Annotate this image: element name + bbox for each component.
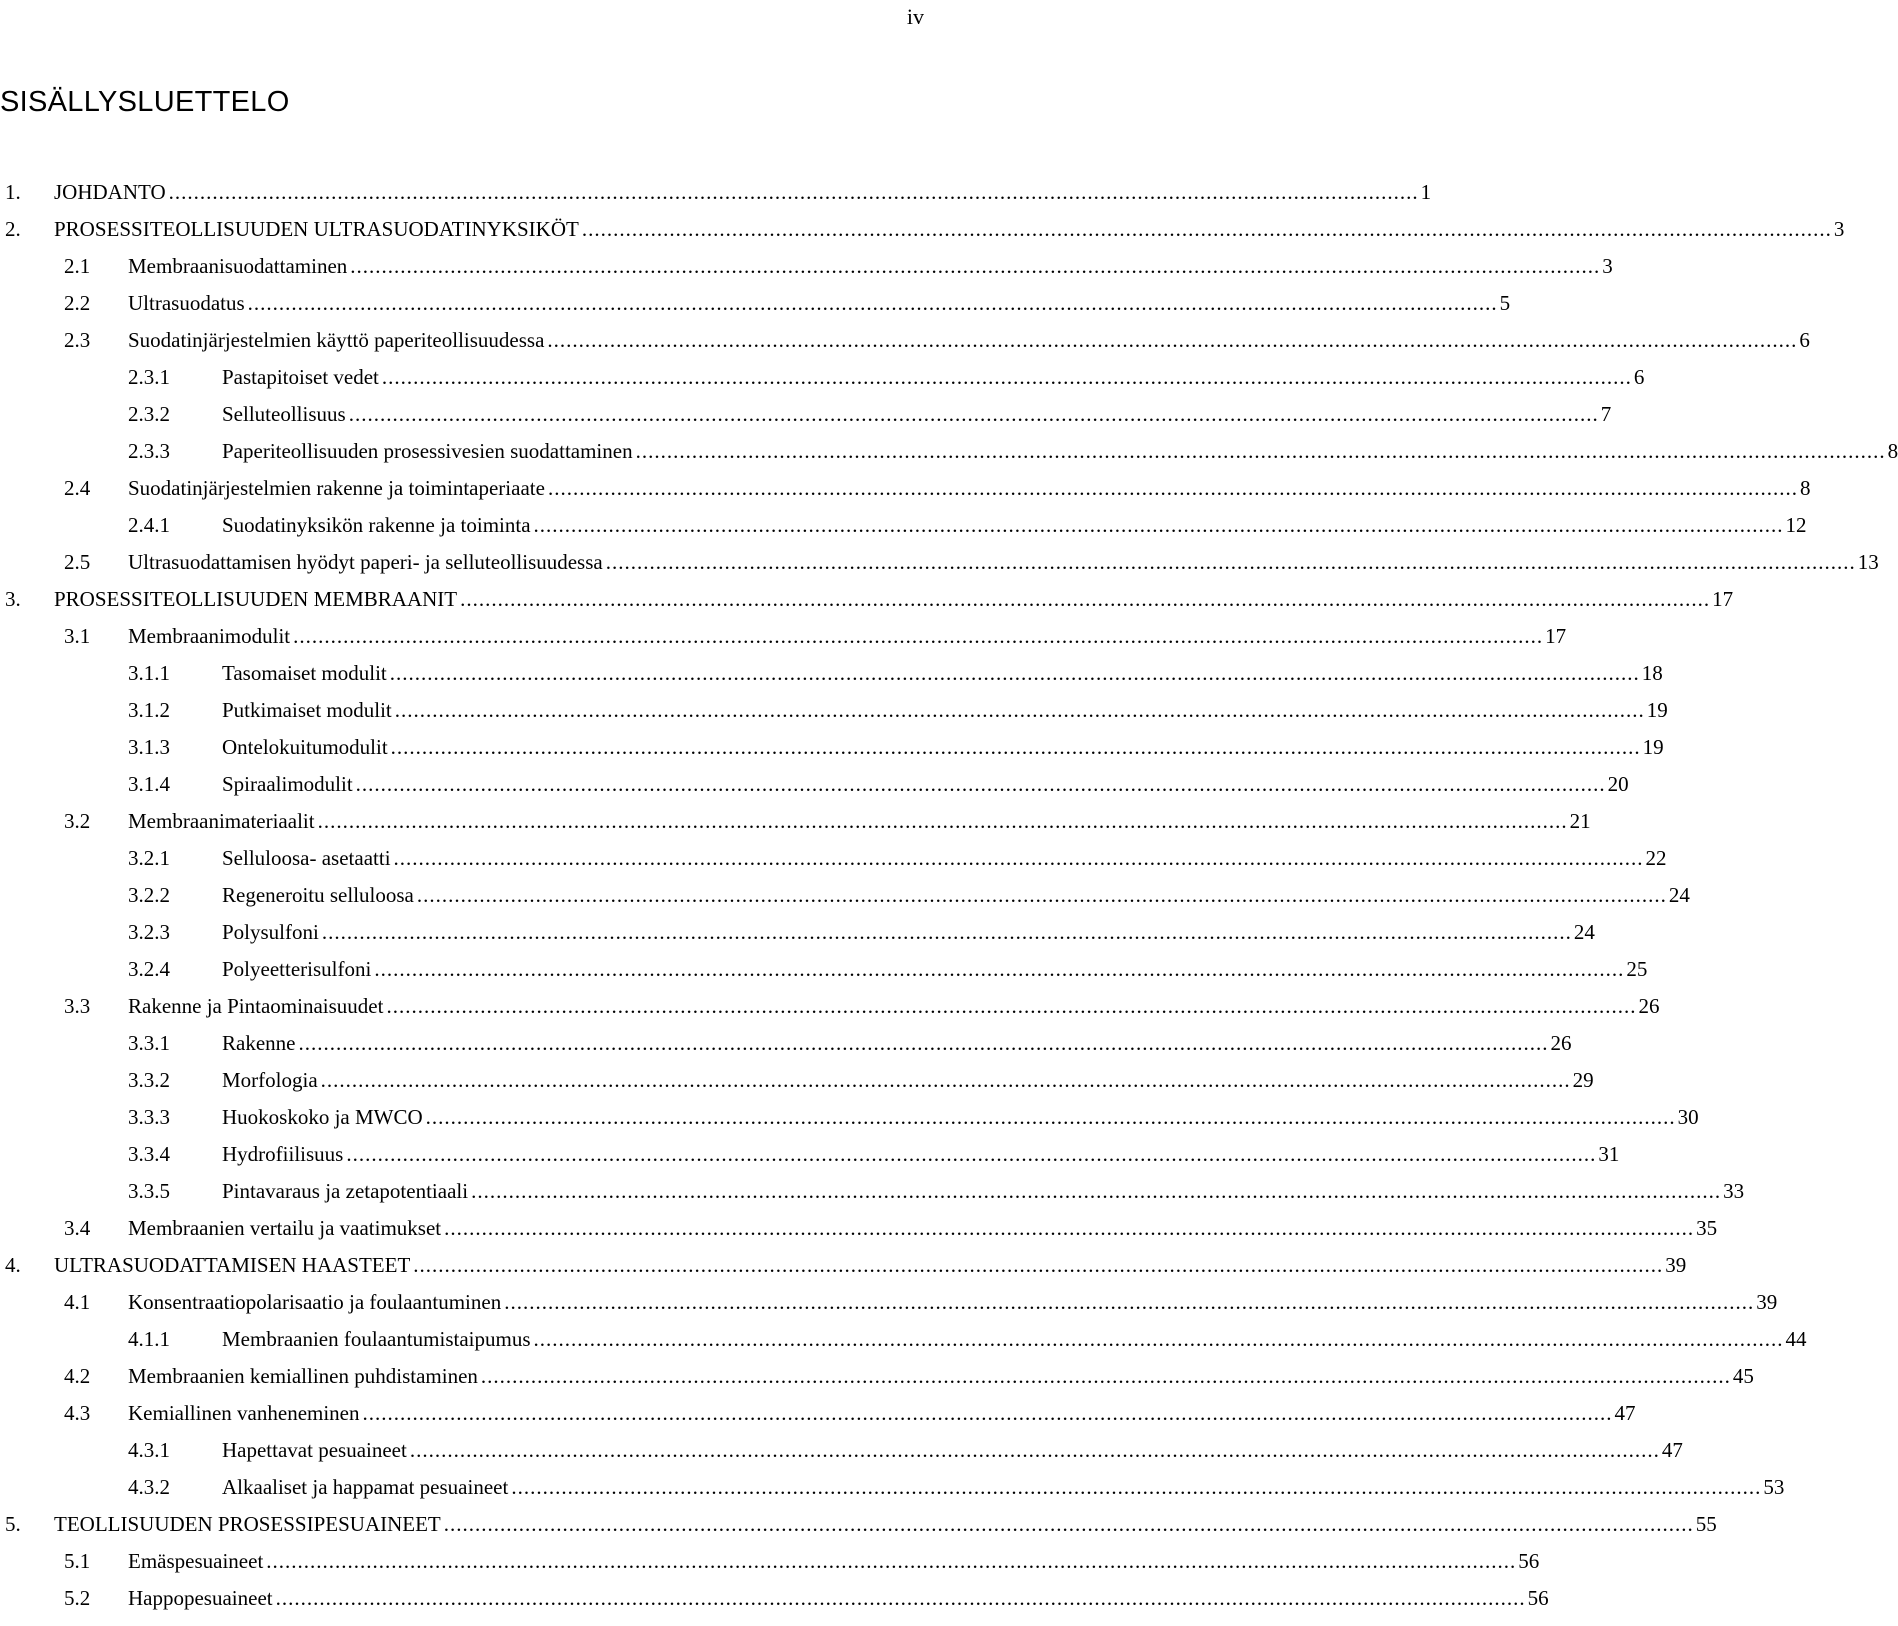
toc-entry-title: TEOLLISUUDEN PROSESSIPESUAINEET (54, 1512, 441, 1536)
toc-entry-title: Morfologia (222, 1068, 318, 1092)
toc-dot-leader: ........................................................................................................................................................................................................ (355, 772, 1606, 796)
toc-entry-line (54, 174, 1432, 211)
toc-entry-page: 21 (1569, 809, 1591, 833)
toc-entry-number: 3.4 (64, 1216, 91, 1240)
toc-entry-line (54, 1247, 1687, 1284)
toc-entry-number: 3.1.4 (128, 772, 170, 796)
toc-entry[interactable] (0, 544, 1879, 581)
toc-entry-title: ULTRASUODATTAMISEN HAASTEET (54, 1253, 411, 1277)
toc-entry-title: Suodatinjärjestelmien käyttö paperiteollisuudessa (128, 328, 545, 352)
toc-entry-line (222, 766, 1629, 803)
toc-dot-leader: ........................................................................................................................................................................................................ (381, 365, 1632, 389)
toc-entry[interactable] (0, 1247, 1687, 1284)
toc-entry-page: 13 (1857, 550, 1879, 574)
toc-entry-number: 5.2 (64, 1586, 91, 1610)
toc-entry-title: Suodatinyksikön rakenne ja toiminta (222, 513, 531, 537)
toc-entry-number: 4.3.2 (128, 1475, 170, 1499)
toc-entry[interactable] (0, 359, 1645, 396)
toc-entry-line (222, 840, 1667, 877)
toc-entry-page: 25 (1626, 957, 1648, 981)
toc-dot-leader: ........................................................................................................................................................................................................ (547, 328, 1798, 352)
toc-entry-page: 17 (1712, 587, 1734, 611)
toc-entry[interactable] (0, 1173, 1745, 1210)
toc-entry-page: 53 (1763, 1475, 1785, 1499)
toc-entry-line (128, 1210, 1718, 1247)
toc-entry-title: Membraanimodulit (128, 624, 291, 648)
toc-entry-number: 3.2.3 (128, 920, 170, 944)
toc-entry[interactable] (0, 766, 1629, 803)
toc-entry-line (54, 1506, 1717, 1543)
toc-entry-line (128, 322, 1810, 359)
toc-entry[interactable] (0, 211, 1845, 248)
toc-entry[interactable] (0, 507, 1807, 544)
toc-entry-title: Ontelokuitumodulit (222, 735, 388, 759)
toc-entry-line (128, 988, 1660, 1025)
toc-entry-title: Ultrasuodatus (128, 291, 245, 315)
toc-entry-page: 39 (1756, 1290, 1778, 1314)
toc-entry-page: 22 (1645, 846, 1667, 870)
toc-entry-line (222, 692, 1668, 729)
toc-entry-number: 3.3.3 (128, 1105, 170, 1129)
toc-entry-line (222, 1173, 1745, 1210)
toc-entry-number: 3.3.4 (128, 1142, 170, 1166)
toc-dot-leader: ........................................................................................................................................................................................................ (547, 476, 1798, 500)
toc-entry-page: 24 (1573, 920, 1595, 944)
toc-entry-title: Hapettavat pesuaineet (222, 1438, 407, 1462)
toc-entry-title: Polysulfoni (222, 920, 319, 944)
toc-entry[interactable] (0, 1506, 1717, 1543)
toc-dot-leader: ........................................................................................................................................................................................................ (321, 920, 1572, 944)
toc-dot-leader: ........................................................................................................................................................................................................ (374, 957, 1625, 981)
toc-dot-leader: ........................................................................................................................................................................................................ (317, 809, 1568, 833)
toc-entry-title: PROSESSITEOLLISUUDEN MEMBRAANIT (54, 587, 458, 611)
toc-entry-number: 3.2.4 (128, 957, 170, 981)
toc-entry[interactable] (0, 1099, 1699, 1136)
toc-entry-title: Spiraalimodulit (222, 772, 353, 796)
toc-entry-title: Membraanien foulaantumistaipumus (222, 1327, 531, 1351)
toc-entry[interactable] (0, 988, 1660, 1025)
toc-entry-title: Ultrasuodattamisen hyödyt paperi- ja selluteollisuudessa (128, 550, 603, 574)
toc-dot-leader: ........................................................................................................................................................................................................ (444, 1216, 1695, 1240)
toc-entry-page: 47 (1614, 1401, 1636, 1425)
toc-dot-leader: ........................................................................................................................................................................................................ (460, 587, 1711, 611)
toc-entry-number: 4.2 (64, 1364, 91, 1388)
toc-entry-line (222, 1099, 1699, 1136)
toc-dot-leader: ........................................................................................................................................................................................................ (266, 1549, 1517, 1573)
toc-entry-title: Paperiteollisuuden prosessivesien suodattaminen (222, 439, 633, 463)
toc-entry-line (222, 1136, 1620, 1173)
toc-dot-leader: ........................................................................................................................................................................................................ (386, 994, 1637, 1018)
toc-entry-page: 8 (1887, 439, 1898, 463)
toc-entry-page: 44 (1785, 1327, 1807, 1351)
toc-dot-leader: ........................................................................................................................................................................................................ (320, 1068, 1571, 1092)
toc-entry-title: Suodatinjärjestelmien rakenne ja toimintaperiaate (128, 476, 545, 500)
toc-entry[interactable] (0, 1469, 1785, 1506)
toc-entry[interactable] (0, 1432, 1683, 1469)
toc-entry[interactable] (0, 1543, 1540, 1580)
toc-entry-title: Membraanisuodattaminen (128, 254, 348, 278)
toc-entry[interactable] (0, 692, 1668, 729)
toc-entry-title: Membraanien vertailu ja vaatimukset (128, 1216, 442, 1240)
toc-entry-page: 47 (1661, 1438, 1683, 1462)
toc-entry-title: Tasomaiset modulit (222, 661, 387, 685)
toc-dot-leader: ........................................................................................................................................................................................................ (394, 698, 1645, 722)
toc-entry[interactable] (0, 1062, 1594, 1099)
toc-entry-line (222, 951, 1648, 988)
toc-dot-leader: ........................................................................................................................................................................................................ (635, 439, 1886, 463)
toc-entry-line (128, 1543, 1540, 1580)
toc-entry-page: 35 (1696, 1216, 1718, 1240)
toc-entry-line (222, 396, 1612, 433)
toc-entry-number: 4.3 (64, 1401, 91, 1425)
toc-entry-line (128, 1395, 1636, 1432)
toc-entry[interactable] (0, 1025, 1572, 1062)
toc-entry[interactable] (0, 655, 1663, 692)
toc-dot-leader: ........................................................................................................................................................................................................ (362, 1401, 1613, 1425)
toc-entry-page: 19 (1646, 698, 1668, 722)
toc-dot-leader: ........................................................................................................................................................................................................ (389, 661, 1640, 685)
toc-entry-title: Pintavaraus ja zetapotentiaali (222, 1179, 469, 1203)
toc-entry-number: 3.1.1 (128, 661, 170, 685)
toc-entry-number: 3.2 (64, 809, 91, 833)
toc-entry[interactable] (0, 729, 1664, 766)
toc-entry-line (222, 1321, 1807, 1358)
toc-entry-number: 3.1 (64, 624, 91, 648)
toc-entry-page: 3 (1602, 254, 1613, 278)
toc-entry-title: Rakenne ja Pintaominaisuudet (128, 994, 384, 1018)
toc-entry-line (128, 1580, 1549, 1617)
toc-entry-line (128, 470, 1811, 507)
toc-entry-number: 2.3 (64, 328, 91, 352)
toc-entry-line (222, 507, 1807, 544)
toc-entry-number: 4.1.1 (128, 1327, 170, 1351)
toc-entry[interactable] (0, 803, 1591, 840)
toc-dot-leader: ........................................................................................................................................................................................................ (346, 1142, 1597, 1166)
toc-entry-line (222, 1469, 1785, 1506)
toc-entry-number: 2.3.1 (128, 365, 170, 389)
toc-entry-title: Alkaaliset ja happamat pesuaineet (222, 1475, 509, 1499)
toc-entry-page: 3 (1833, 217, 1845, 241)
toc-dot-leader: ........................................................................................................................................................................................................ (581, 217, 1832, 241)
toc-entry-line (222, 877, 1690, 914)
toc-entry-page: 5 (1499, 291, 1511, 315)
toc-entry-page: 56 (1518, 1549, 1540, 1573)
toc-dot-leader: ........................................................................................................................................................................................................ (350, 254, 1601, 278)
toc-entry-line (128, 544, 1879, 581)
toc-entry-line (128, 248, 1613, 285)
toc-entry-page: 6 (1799, 328, 1810, 352)
toc-entry-line (222, 359, 1645, 396)
toc-entry[interactable] (0, 248, 1613, 285)
toc-entry-line (128, 285, 1511, 322)
toc-entry[interactable] (0, 433, 1898, 470)
toc-entry-number: 3.3.1 (128, 1031, 170, 1055)
toc-entry-number: 1. (5, 180, 21, 204)
toc-entry[interactable] (0, 470, 1811, 507)
toc-entry[interactable] (0, 1136, 1620, 1173)
toc-entry-page: 17 (1545, 624, 1567, 648)
toc-entry-number: 5. (5, 1512, 21, 1536)
toc-entry-line (128, 618, 1567, 655)
toc-entry-page: 12 (1785, 513, 1807, 537)
toc-dot-leader: ........................................................................................................................................................................................................ (275, 1586, 1526, 1610)
toc-entry-line (128, 1284, 1778, 1321)
toc-dot-leader: ........................................................................................................................................................................................................ (443, 1512, 1694, 1536)
toc-entry-line (222, 914, 1595, 951)
toc-entry[interactable] (0, 618, 1567, 655)
toc-entry-line (128, 803, 1591, 840)
toc-entry-title: Emäspesuaineet (128, 1549, 264, 1573)
toc-entry-title: Selluloosa- asetaatti (222, 846, 391, 870)
toc-entry[interactable] (0, 285, 1511, 322)
toc-entry-page: 31 (1598, 1142, 1620, 1166)
toc-dot-leader: ........................................................................................................................................................................................................ (425, 1105, 1676, 1129)
toc-dot-leader: ........................................................................................................................................................................................................ (605, 550, 1856, 574)
toc-entry-title: Membraanien kemiallinen puhdistaminen (128, 1364, 478, 1388)
toc-entry-number: 3.2.1 (128, 846, 170, 870)
toc-dot-leader: ........................................................................................................................................................................................................ (416, 883, 1667, 907)
toc-entry-number: 4.3.1 (128, 1438, 170, 1462)
toc-entry-number: 3.2.2 (128, 883, 170, 907)
toc-dot-leader: ........................................................................................................................................................................................................ (480, 1364, 1731, 1388)
toc-entry-line (222, 655, 1663, 692)
toc-dot-leader: ........................................................................................................................................................................................................ (298, 1031, 1549, 1055)
toc-entry-number: 3.3.2 (128, 1068, 170, 1092)
toc-entry-title: Rakenne (222, 1031, 296, 1055)
toc-entry[interactable] (0, 1580, 1549, 1617)
toc-dot-leader: ........................................................................................................................................................................................................ (393, 846, 1644, 870)
toc-entry-line (222, 1062, 1594, 1099)
toc-entry-title: Regeneroitu selluloosa (222, 883, 414, 907)
toc-entry[interactable] (0, 1358, 1754, 1395)
toc-entry[interactable] (0, 877, 1690, 914)
toc-entry-line (222, 1025, 1572, 1062)
toc-entry-line (54, 211, 1845, 248)
toc-dot-leader: ........................................................................................................................................................................................................ (390, 735, 1641, 759)
toc-entry-line (54, 581, 1734, 618)
toc-entry-number: 2.2 (64, 291, 91, 315)
toc-entry-title: Pastapitoiset vedet (222, 365, 379, 389)
toc-dot-leader: ........................................................................................................................................................................................................ (413, 1253, 1664, 1277)
toc-entry-number: 2.4 (64, 476, 91, 500)
toc-entry[interactable] (0, 174, 1432, 211)
toc-entry-number: 2.3.2 (128, 402, 170, 426)
toc-dot-leader: ........................................................................................................................................................................................................ (168, 180, 1419, 204)
toc-entry-number: 3.1.3 (128, 735, 170, 759)
toc-entry-page: 26 (1638, 994, 1660, 1018)
toc-entry-page: 30 (1677, 1105, 1699, 1129)
toc-entry[interactable] (0, 1395, 1636, 1432)
toc-entry-number: 2.1 (64, 254, 91, 278)
toc-entry-page: 29 (1572, 1068, 1594, 1092)
toc-entry-page: 39 (1665, 1253, 1687, 1277)
toc-entry[interactable] (0, 322, 1810, 359)
toc-entry-page: 20 (1607, 772, 1629, 796)
toc-dot-leader: ........................................................................................................................................................................................................ (504, 1290, 1755, 1314)
toc-entry-line (222, 729, 1664, 766)
toc-dot-leader: ........................................................................................................................................................................................................ (348, 402, 1599, 426)
toc-entry-number: 5.1 (64, 1549, 91, 1573)
toc-entry-page: 45 (1732, 1364, 1754, 1388)
toc-entry-title: PROSESSITEOLLISUUDEN ULTRASUODATINYKSIKÖT (54, 217, 579, 241)
toc-dot-leader: ........................................................................................................................................................................................................ (247, 291, 1498, 315)
toc-entry-page: 18 (1641, 661, 1663, 685)
toc-entry-number: 2. (5, 217, 21, 241)
toc-entry-title: Happopesuaineet (128, 1586, 273, 1610)
page-number: iv (906, 4, 924, 29)
toc-entry[interactable] (0, 396, 1612, 433)
toc-entry-title: Putkimaiset modulit (222, 698, 392, 722)
toc-entry[interactable] (0, 914, 1595, 951)
toc-title: SISÄLLYSLUETTELO (0, 86, 290, 118)
toc-entry-number: 3.3 (64, 994, 91, 1018)
toc-entry-number: 3. (5, 587, 21, 611)
toc-dot-leader: ........................................................................................................................................................................................................ (471, 1179, 1722, 1203)
toc-entry[interactable] (0, 951, 1648, 988)
toc-dot-leader: ........................................................................................................................................................................................................ (533, 513, 1784, 537)
toc-dot-leader: ........................................................................................................................................................................................................ (511, 1475, 1762, 1499)
toc-entry-page: 55 (1695, 1512, 1717, 1536)
toc-entry-number: 2.3.3 (128, 439, 170, 463)
toc-entry-number: 2.5 (64, 550, 91, 574)
toc-entry-page: 26 (1550, 1031, 1572, 1055)
toc-entry-page: 1 (1420, 180, 1432, 204)
toc-entry-title: Polyeetterisulfoni (222, 957, 372, 981)
toc-entry-page: 8 (1799, 476, 1811, 500)
toc-entry-number: 3.3.5 (128, 1179, 170, 1203)
toc-entry[interactable] (0, 581, 1734, 618)
toc-entry-title: Huokoskoko ja MWCO (222, 1105, 423, 1129)
toc-dot-leader: ........................................................................................................................................................................................................ (293, 624, 1544, 648)
toc-entry-page: 6 (1633, 365, 1645, 389)
toc-entry-page: 33 (1723, 1179, 1745, 1203)
toc-entry-title: Membraanimateriaalit (128, 809, 315, 833)
toc-entry-number: 3.1.2 (128, 698, 170, 722)
toc-entry-number: 4. (5, 1253, 21, 1277)
toc-dot-leader: ........................................................................................................................................................................................................ (409, 1438, 1660, 1462)
toc-entry-page: 19 (1642, 735, 1664, 759)
toc-entry[interactable] (0, 1284, 1778, 1321)
toc-entry[interactable] (0, 1210, 1718, 1247)
toc-entry-page: 24 (1668, 883, 1690, 907)
toc-entry-title: Selluteollisuus (222, 402, 346, 426)
toc-entry[interactable] (0, 840, 1667, 877)
toc-entry-number: 2.4.1 (128, 513, 170, 537)
toc-entry-page: 7 (1600, 402, 1612, 426)
toc-entry-number: 4.1 (64, 1290, 91, 1314)
toc-dot-leader: ........................................................................................................................................................................................................ (533, 1327, 1784, 1351)
toc-entry-title: Kemiallinen vanheneminen (128, 1401, 360, 1425)
toc-entry-title: Hydrofiilisuus (222, 1142, 344, 1166)
toc-entry[interactable] (0, 1321, 1807, 1358)
toc-entry-page: 56 (1527, 1586, 1549, 1610)
toc-entry-title: JOHDANTO (54, 180, 166, 204)
toc-entry-line (222, 1432, 1683, 1469)
table-of-contents (0, 174, 1898, 1617)
toc-entry-title: Konsentraatiopolarisaatio ja foulaantuminen (128, 1290, 502, 1314)
toc-entry-line (222, 433, 1898, 470)
toc-entry-line (128, 1358, 1754, 1395)
